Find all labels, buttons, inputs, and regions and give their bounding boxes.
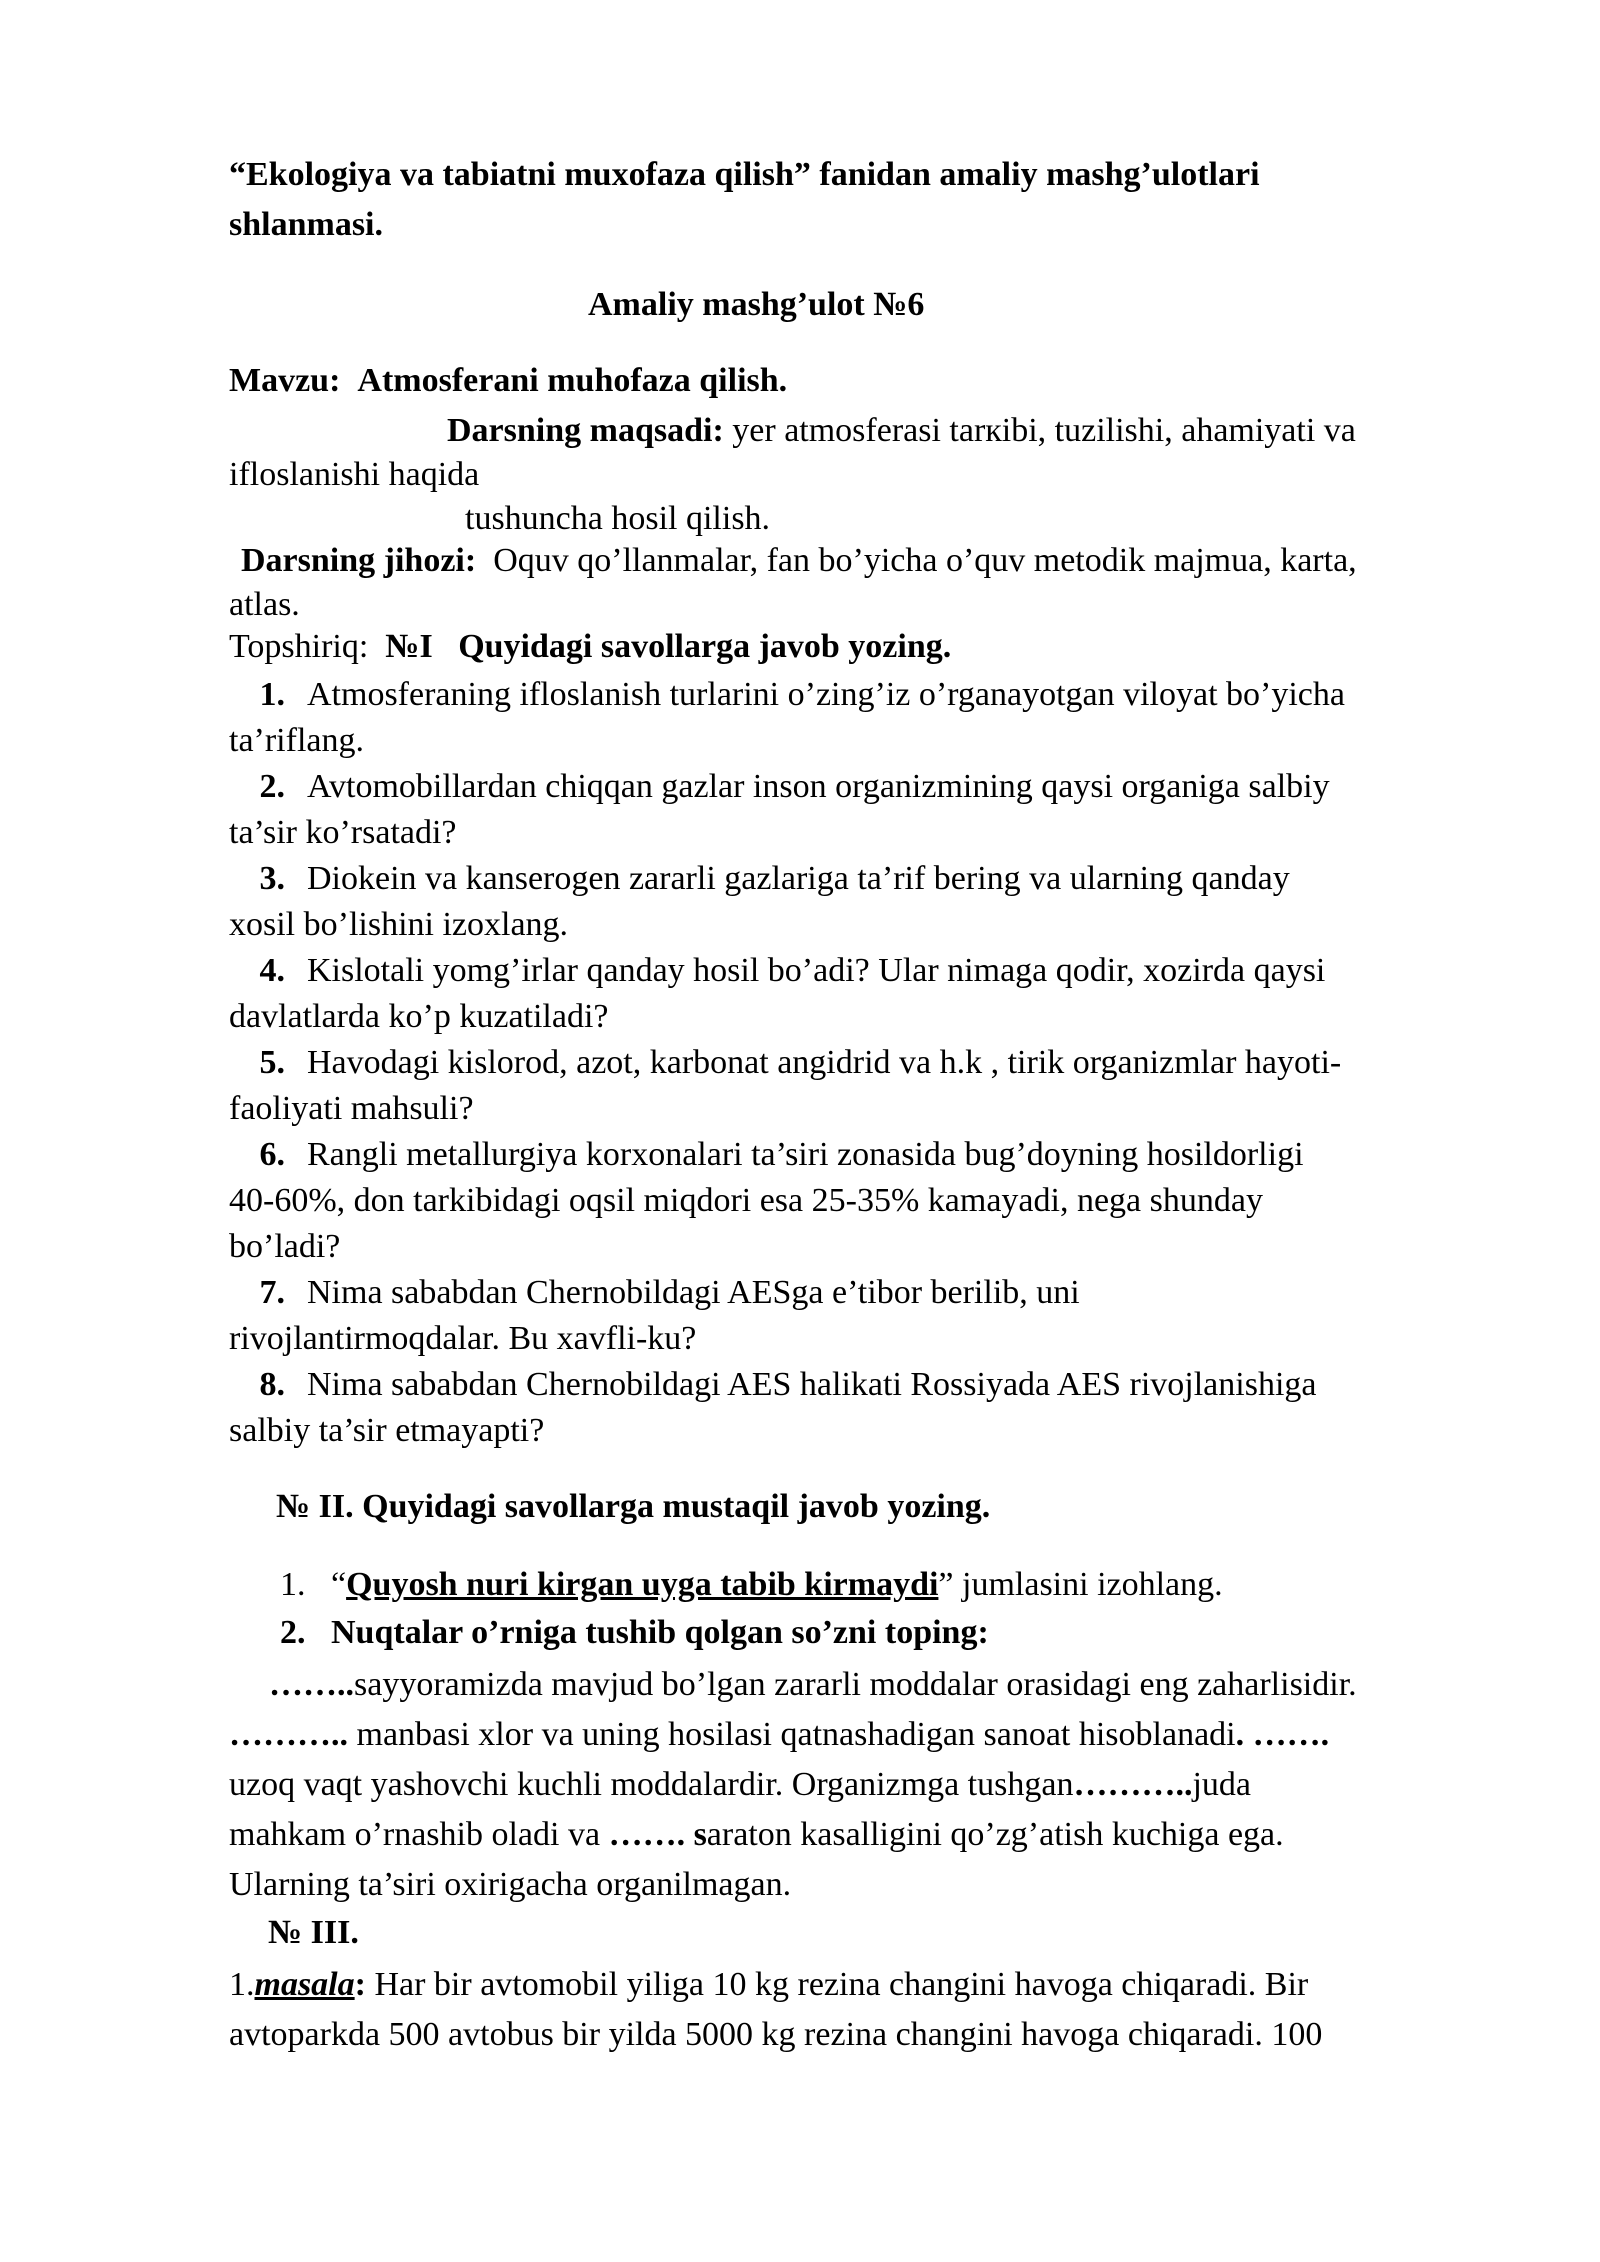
question-item: 2. Avtomobillardan chiqqan gazlar inson organizmining qaysi organiga salbiy ta’sir ko’rsatadi? xyxy=(229,768,1330,851)
section-2-item-2: 2. Nuqtalar o’rniga tushib qolgan so’zni toping: xyxy=(280,1614,989,1651)
section-2-item-1: 1. “Quyosh nuri kirgan uyga tabib kirmaydi” jumlasini izohlang. xyxy=(280,1566,1223,1603)
goal-line-3: tushuncha hosil qilish. xyxy=(465,500,771,537)
question-list xyxy=(229,672,1529,1454)
proverb-quote: Quyosh nuri kirgan uyga tabib kirmaydi xyxy=(346,1566,939,1603)
section-2-heading: № II. Quyidagi savollarga mustaqil javob yozing. xyxy=(276,1488,991,1525)
question-item: 8. Nima sababdan Chernobildagi AES halikati Rossiyada AES rivojlanishiga salbiy ta’sir etmayapti? xyxy=(229,1366,1317,1449)
problem-1: 1.masala: Har bir avtomobil yiliga 10 kg rezina changini havoga chiqaradi. Bir avtoparkda 500 avtobus bir yilda 5000 kg rezina changini havoga chiqaradi. 100 xyxy=(229,1966,1323,2053)
section-3-heading: № III. xyxy=(268,1914,359,1951)
document-title-line-2: shlanmasi. xyxy=(229,206,383,243)
topic-label: Mavzu: xyxy=(229,362,341,399)
question-item: 5. Havodagi kislorod, azot, karbonat angidrid va h.k , tirik organizmlar hayoti- faoliyati mahsuli? xyxy=(229,1044,1342,1127)
topic-line xyxy=(229,358,1529,404)
question-item: 7. Nima sababdan Chernobildagi AESga e’tibor berilib, uni rivojlantirmoqdalar. Bu xavfli-ku? xyxy=(229,1274,1080,1357)
task-label: Topshiriq: xyxy=(229,628,369,665)
question-item: 1. Atmosferaning ifloslanish turlarini o’zing’iz o’rganayotgan viloyat bo’yicha ta’riflang. xyxy=(229,676,1345,759)
topic-text: Atmosferani muhofaza qilish. xyxy=(357,362,788,399)
goal-line-1: Darsning maqsadi: yer atmosferasi tarкibi, tuzilishi, ahamiyati va xyxy=(447,412,1356,449)
problem-label: masala xyxy=(254,1966,355,2003)
task-line xyxy=(229,624,1529,670)
task-number: №I xyxy=(385,628,433,665)
question-item: 6. Rangli metallurgiya korxonalari ta’siri zonasida bug’doyning hosildorligi 40-60%, don tarkibidagi oqsil miqdori esa 25-35% kamayadi, nega shunday bo’ladi? xyxy=(229,1136,1304,1265)
fill-in-paragraph: ……..sayyoramizda mavjud bo’lgan zararli moddalar orasidagi eng zaharlisidir. ……….. manbasi xlor va uning hosilasi qatnashadigan sanoat hisoblanadi. ……. uzoq vaqt yashovchi kuchli moddalardir. Organizmga tushgan………..juda mahkam o’rnashib oladi va ……. saraton kasalligini qo’zg’atish kuchiga ega. Ularning ta’siri oxirigacha organilmagan. xyxy=(229,1666,1357,1903)
task-text: Quyidagi savollarga javob yozing. xyxy=(458,628,952,665)
goal-label: Darsning maqsadi: xyxy=(447,412,724,449)
question-item: 3. Diokein va kanserogen zararli gazlariga ta’rif bering va ularning qanday xosil bo’lishini izoxlang. xyxy=(229,860,1290,943)
goal-line-2: ifloslanishi haqida xyxy=(229,456,480,493)
question-item: 4. Kislotali yomg’irlar qanday hosil bo’adi? Ular nimaga qodir, xozirda qaysi davlatlarda ko’p kuzatiladi? xyxy=(229,952,1326,1035)
equipment-line-2: atlas. xyxy=(229,586,300,623)
lesson-heading: Amaliy mashg’ulot №6 xyxy=(588,286,925,323)
equipment-line-1: Darsning jihozi: Oquv qo’llanmalar, fan bo’yicha o’quv metodik majmua, karta, xyxy=(241,542,1357,579)
document-title-line-1: “Ekologiya va tabiatni muxofaza qilish” fanidan amaliy mashg’ulotlari xyxy=(229,156,1260,193)
equipment-label: Darsning jihozi: xyxy=(241,542,477,579)
